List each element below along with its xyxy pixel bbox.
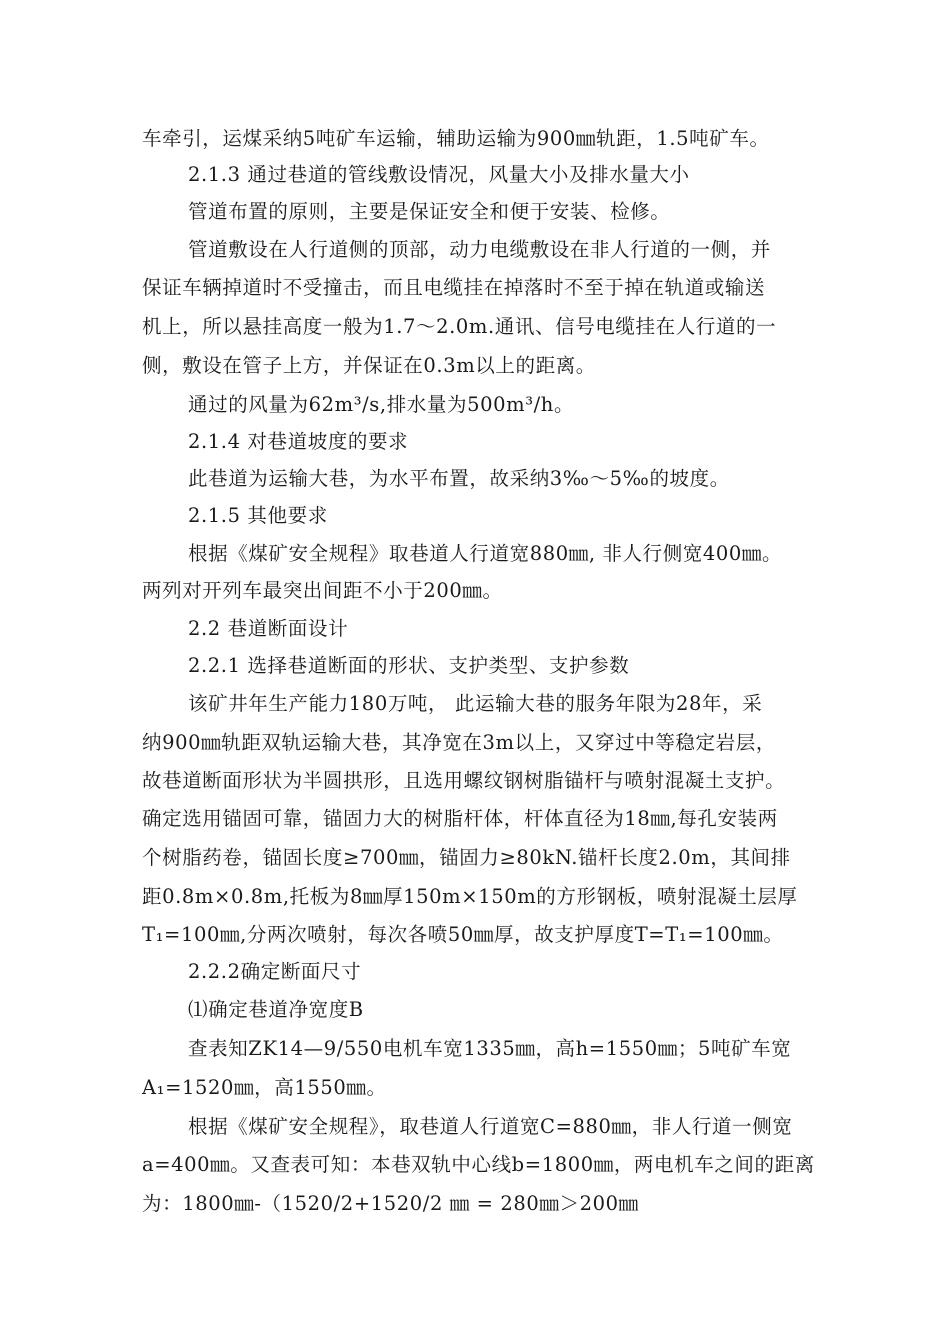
subsection-heading: ⑴确定巷道净宽度B <box>188 998 364 1021</box>
text-line: 为：1800㎜-（1520/2+1520/2 ㎜ = 280㎜＞200㎜ <box>142 1192 639 1215</box>
text-line: 纳900㎜轨距双轨运输大巷，其净宽在3m以上，又穿过中等稳定岩层， <box>142 731 776 754</box>
text-line: 此巷道为运输大巷，为水平布置，故采纳3‰～5‰的坡度。 <box>188 467 730 490</box>
text-line: 距0.8m×0.8m,托板为8㎜厚150m×150m的方形钢板，喷射混凝土层厚 <box>142 885 798 908</box>
section-heading-2-2: 2.2 巷道断面设计 <box>188 617 349 640</box>
text-line: 车牵引，运煤采纳5吨矿车运输，辅助运输为900㎜轨距，1.5吨矿车。 <box>142 127 770 150</box>
section-heading-2-1-5: 2.1.5 其他要求 <box>188 504 328 527</box>
text-line: A₁=1520㎜，高1550㎜。 <box>142 1076 387 1099</box>
text-line: 该矿井年生产能力180万吨， 此运输大巷的服务年限为28年，采 <box>188 692 763 715</box>
text-line: 侧，敷设在管子上方，并保证在0.3m以上的距离。 <box>142 354 596 377</box>
text-line: 两列对开列车最突出间距不小于200㎜。 <box>142 579 503 602</box>
section-heading-2-1-3: 2.1.3 通过巷道的管线敷设情况，风量大小及排水量大小 <box>188 163 690 186</box>
text-line: 根据《煤矿安全规程》，取巷道人行道宽C=880㎜，非人行道一侧宽 <box>188 1115 793 1138</box>
text-line: 保证车辆掉道时不受撞击，而且电缆挂在掉落时不至于掉在轨道或输送 <box>142 276 766 299</box>
text-line: 管道敷设在人行道侧的顶部，动力电缆敷设在非人行道的一侧，并 <box>188 238 771 261</box>
text-line: 故巷道断面形状为半圆拱形，且选用螺纹钢树脂锚杆与喷射混凝土支护。 <box>142 769 786 792</box>
text-line: T₁=100㎜,分两次喷射，每次各喷50㎜厚，故支护厚度T=T₁=100㎜。 <box>142 923 784 946</box>
section-heading-2-2-1: 2.2.1 选择巷道断面的形状、支护类型、支护参数 <box>188 654 630 677</box>
text-line: 确定选用锚固可靠，锚固力大的树脂杆体，杆体直径为18㎜,每孔安装两 <box>142 807 778 830</box>
section-heading-2-2-2: 2.2.2确定断面尺寸 <box>188 960 362 983</box>
text-line: 管道布置的原则，主要是保证安全和便于安装、检修。 <box>188 200 671 223</box>
section-heading-2-1-4: 2.1.4 对巷道坡度的要求 <box>188 430 409 453</box>
text-line: 根据《煤矿安全规程》取巷道人行道宽880㎜, 非人行侧宽400㎜。 <box>188 542 783 565</box>
text-line: 查表知ZK14—9/550电机车宽1335㎜，高h=1550㎜；5吨矿车宽 <box>188 1037 792 1060</box>
text-line: a=400㎜。又查表可知：本巷双轨中心线b=1800㎜，两电机车之间的距离 <box>142 1153 815 1176</box>
text-line: 机上，所以悬挂高度一般为1.7～2.0m.通讯、信号电缆挂在人行道的一 <box>142 315 777 338</box>
text-line: 通过的风量为62m³/s,排水量为500m³/h。 <box>188 393 575 416</box>
text-line: 个树脂药卷，锚固长度≥700㎜，锚固力≥80kN.锚杆长度2.0m，其间排 <box>142 846 791 869</box>
